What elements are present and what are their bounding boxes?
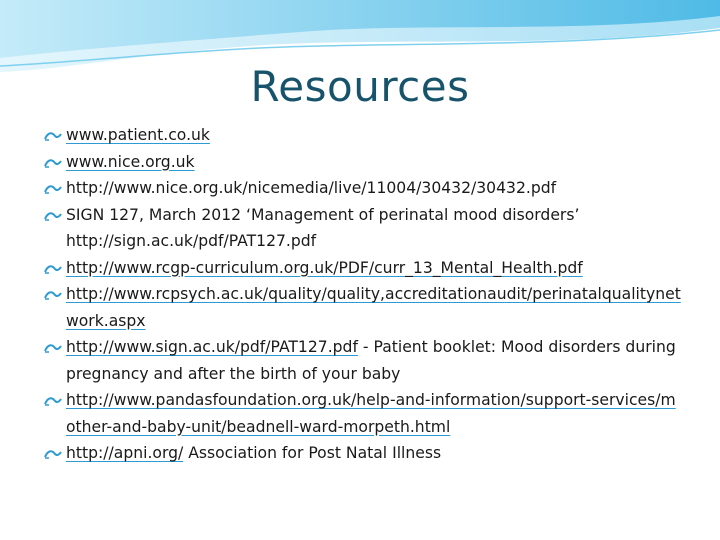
resource-text: SIGN 127, March 2012 ‘Management of perinatal mood disorders’ http://sign.ac.uk/pdf/PAT127.pdf [66,205,580,250]
list-item [42,202,682,255]
wave-bullet-icon [44,289,62,301]
list-item [42,255,682,282]
resource-list [42,122,682,467]
list-item [42,149,682,176]
wave-bullet-icon [44,130,62,142]
resource-link[interactable]: www.patient.co.uk [66,126,210,144]
wave-bullet-icon [44,342,62,354]
resource-text: Association for Post Natal Illness [183,444,442,462]
list-item [42,440,682,467]
wave-bullet-icon [44,210,62,222]
resource-link[interactable]: http://apni.org/ [66,444,184,462]
resource-text: - Patient booklet: Mood disorders during pregnancy and after the birth of your baby [66,338,676,383]
resource-link[interactable]: http://www.rcpsych.ac.uk/quality/quality,accreditationaudit/perinatalqualitynetwork.aspx [66,285,681,330]
slide-title: Resources [250,62,470,111]
resource-link[interactable]: www.nice.org.uk [66,152,195,171]
wave-bullet-icon [44,183,62,195]
list-item [42,281,682,334]
wave-bullet-icon [44,157,62,169]
list-item [42,122,682,149]
wave-bullet-icon [44,448,62,460]
list-item [42,175,682,202]
list-item [42,387,682,440]
resource-link[interactable]: http://www.pandasfoundation.org.uk/help-and-information/support-services/mother-and-baby-unit/beadnell-ward-morpeth.html [66,391,676,436]
resource-link[interactable]: http://www.sign.ac.uk/pdf/PAT127.pdf [66,338,358,356]
resource-text: http://www.nice.org.uk/nicemedia/live/11004/30432/30432.pdf [66,179,557,197]
list-item [42,334,682,387]
wave-bullet-icon [44,263,62,275]
resource-link[interactable]: http://www.rcgp-curriculum.org.uk/PDF/curr_13_Mental_Health.pdf [66,258,583,277]
wave-bullet-icon [44,395,62,407]
